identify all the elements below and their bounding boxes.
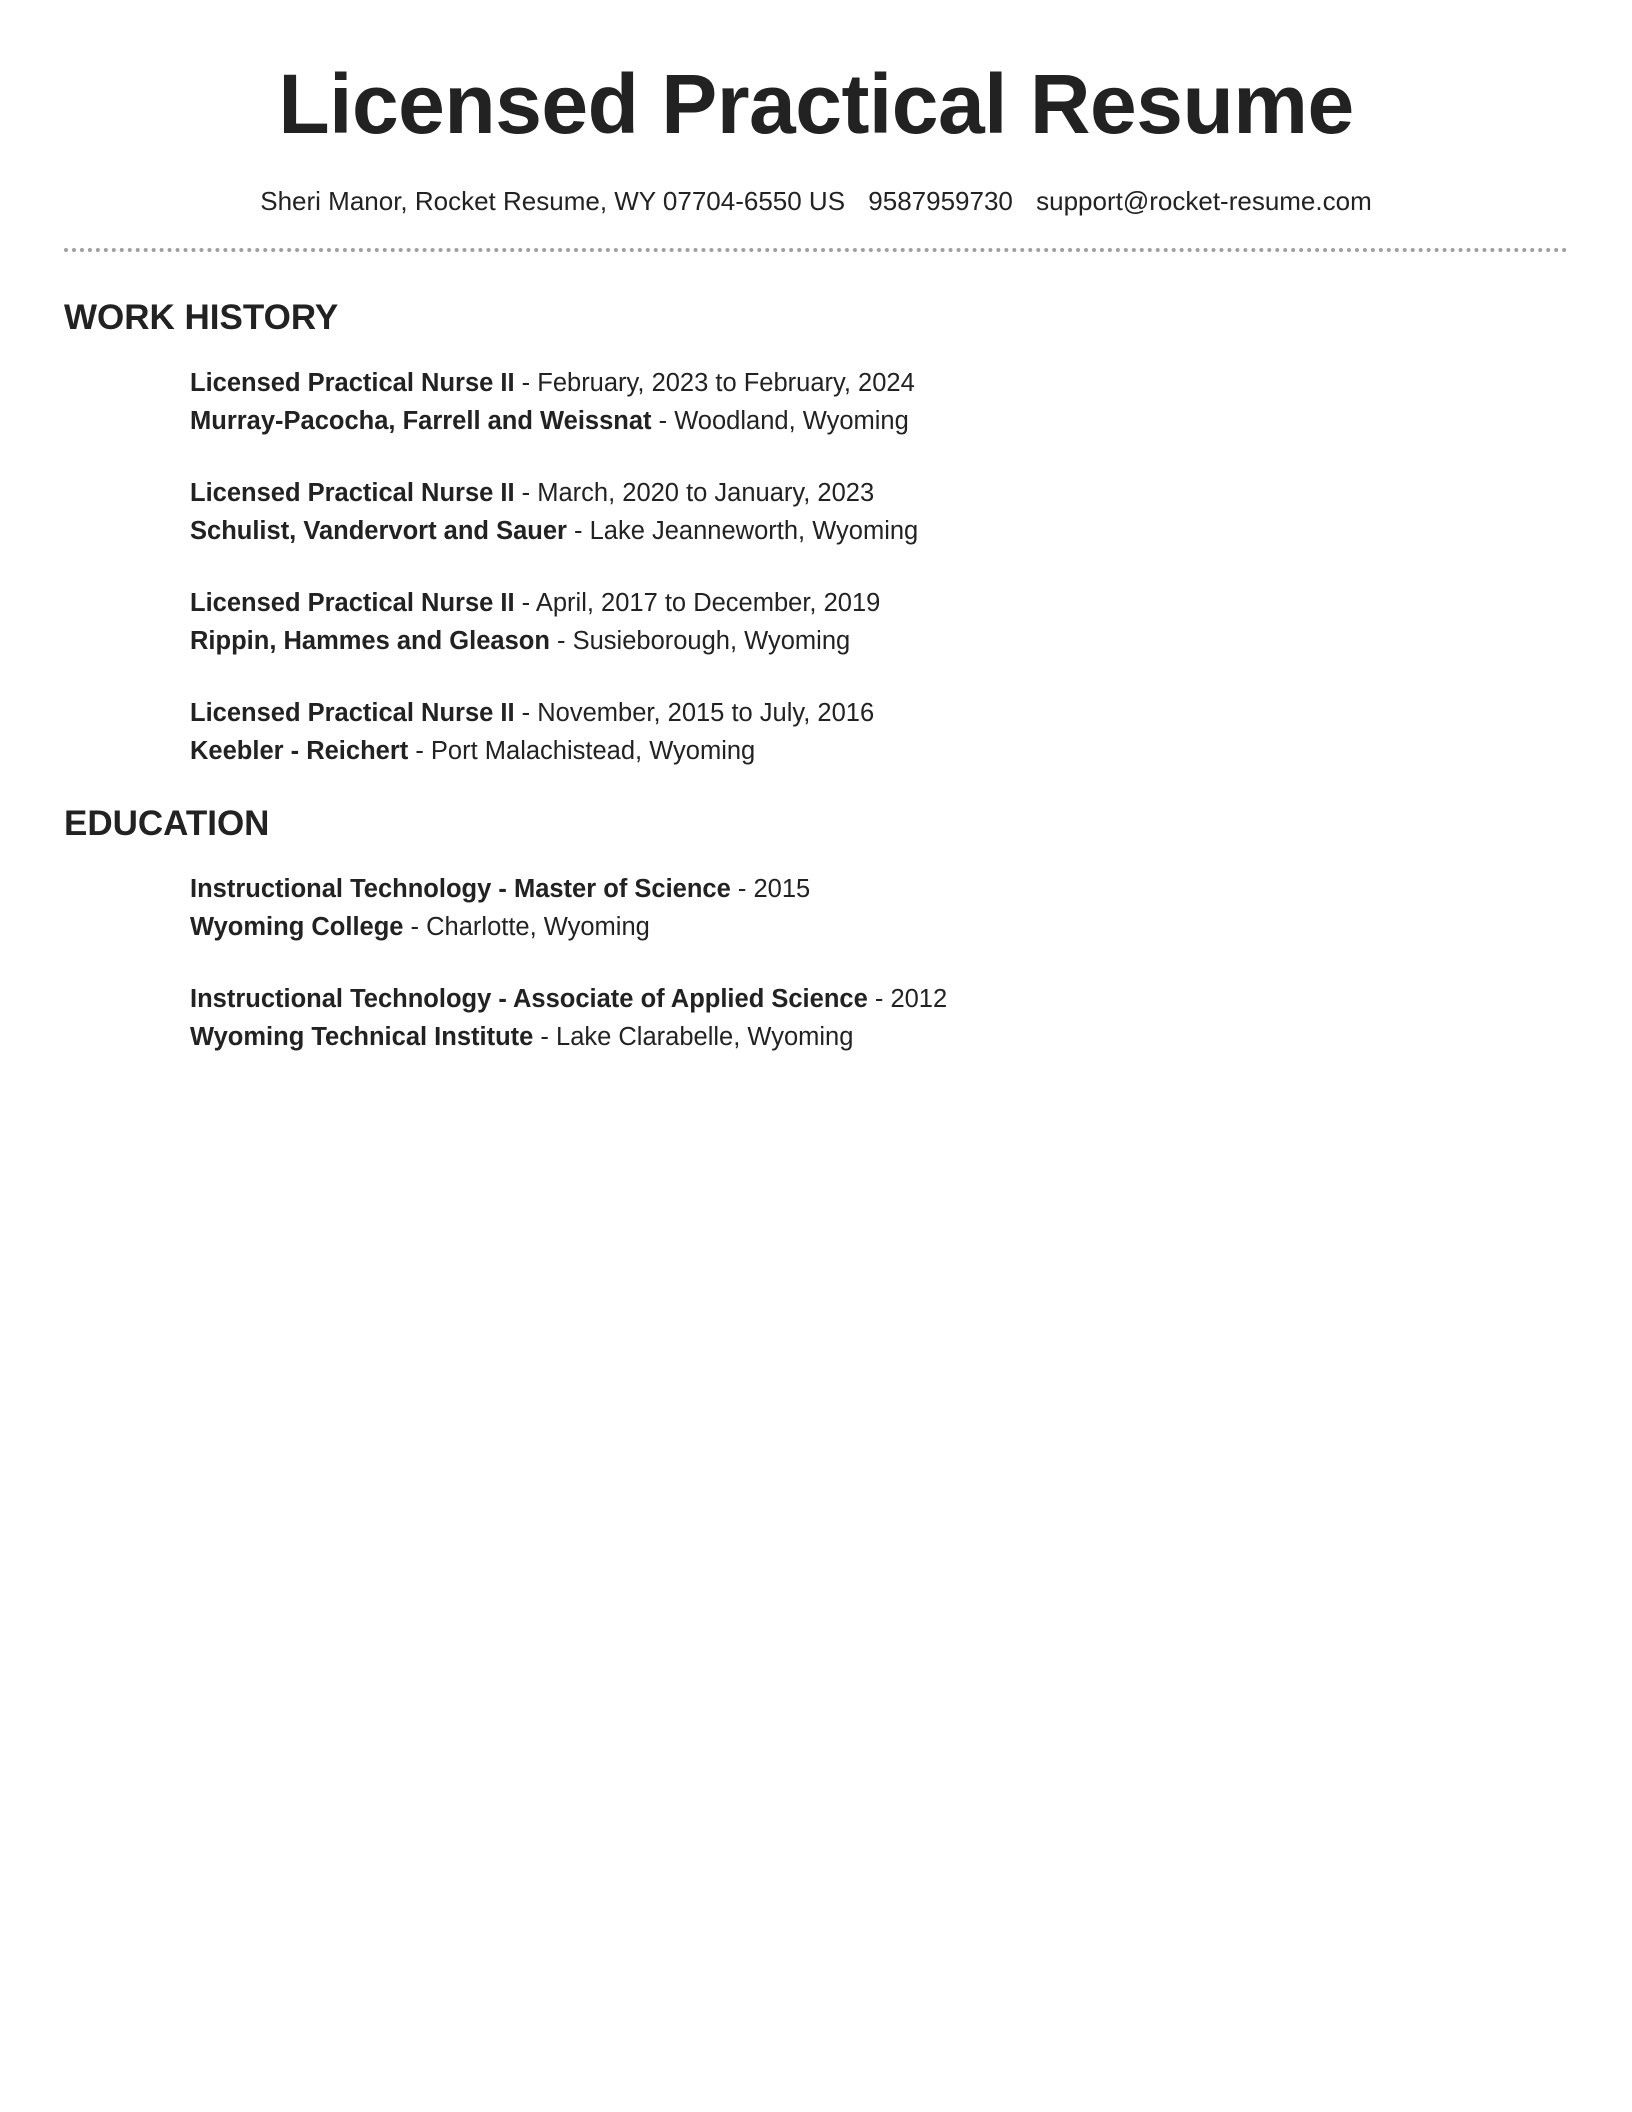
employer-name: Schulist, Vandervort and Sauer bbox=[190, 517, 567, 545]
job-dates: April, 2017 to December, 2019 bbox=[535, 589, 881, 617]
separator: - bbox=[651, 407, 675, 435]
education-entry bbox=[190, 980, 1568, 1056]
work-entry-role-line bbox=[190, 474, 1568, 512]
work-entry bbox=[190, 364, 1568, 440]
separator: - bbox=[514, 699, 538, 727]
school-location: Lake Clarabelle, Wyoming bbox=[556, 1023, 854, 1051]
separator: - bbox=[514, 369, 538, 397]
separator: - bbox=[514, 479, 538, 507]
employer-location: Susieborough, Wyoming bbox=[572, 627, 851, 655]
separator: - bbox=[408, 737, 431, 765]
separator: - bbox=[566, 517, 590, 545]
education-degree-line bbox=[190, 870, 1568, 908]
separator: - bbox=[730, 875, 754, 903]
separator: - bbox=[533, 1023, 557, 1051]
job-title: Licensed Practical Nurse II bbox=[190, 699, 515, 727]
school-name: Wyoming College bbox=[190, 913, 404, 941]
job-dates: November, 2015 to July, 2016 bbox=[537, 699, 875, 727]
graduation-year: 2015 bbox=[753, 875, 811, 903]
education-entry bbox=[190, 870, 1568, 946]
employer-location: Lake Jeanneworth, Wyoming bbox=[589, 517, 919, 545]
education-list bbox=[64, 870, 1568, 1056]
work-entry-role-line bbox=[190, 364, 1568, 402]
work-entry-role-line bbox=[190, 584, 1568, 622]
contact-email: support@rocket-resume.com bbox=[1036, 186, 1372, 216]
work-entry-employer-line bbox=[190, 402, 1568, 440]
job-dates: March, 2020 to January, 2023 bbox=[537, 479, 875, 507]
separator: - bbox=[549, 627, 573, 655]
employer-name: Keebler - Reichert bbox=[190, 737, 409, 765]
education-school-line bbox=[190, 908, 1568, 946]
separator: - bbox=[867, 985, 891, 1013]
contact-phone: 9587959730 bbox=[868, 186, 1013, 216]
employer-location: Woodland, Wyoming bbox=[674, 407, 909, 435]
resume-title: Licensed Practical Resume bbox=[278, 57, 1354, 151]
degree-name: Instructional Technology - Master of Science bbox=[190, 875, 731, 903]
school-name: Wyoming Technical Institute bbox=[190, 1023, 534, 1051]
employer-location: Port Malachistead, Wyoming bbox=[430, 737, 756, 765]
employer-name: Murray-Pacocha, Farrell and Weissnat bbox=[190, 407, 652, 435]
graduation-year: 2012 bbox=[890, 985, 948, 1013]
job-title: Licensed Practical Nurse II bbox=[190, 479, 515, 507]
employer-name: Rippin, Hammes and Gleason bbox=[190, 627, 550, 655]
contact-line bbox=[64, 184, 1568, 218]
header-divider bbox=[64, 248, 1568, 252]
separator: - bbox=[403, 913, 427, 941]
work-history-heading: WORK HISTORY bbox=[64, 298, 339, 337]
job-title: Licensed Practical Nurse II bbox=[190, 589, 515, 617]
work-entry bbox=[190, 694, 1568, 770]
work-entry-employer-line bbox=[190, 512, 1568, 550]
school-location: Charlotte, Wyoming bbox=[426, 913, 650, 941]
work-entry-employer-line bbox=[190, 732, 1568, 770]
degree-name: Instructional Technology - Associate of Applied Science bbox=[190, 985, 868, 1013]
work-entry bbox=[190, 584, 1568, 660]
education-heading: EDUCATION bbox=[64, 804, 270, 843]
job-dates: February, 2023 to February, 2024 bbox=[537, 369, 915, 397]
job-title: Licensed Practical Nurse II bbox=[190, 369, 515, 397]
work-entry bbox=[190, 474, 1568, 550]
contact-address: Sheri Manor, Rocket Resume, WY 07704-6550 US bbox=[260, 186, 846, 216]
work-entry-role-line bbox=[190, 694, 1568, 732]
work-history-list bbox=[64, 364, 1568, 770]
work-entry-employer-line bbox=[190, 622, 1568, 660]
education-degree-line bbox=[190, 980, 1568, 1018]
separator: - bbox=[514, 589, 536, 617]
education-school-line bbox=[190, 1018, 1568, 1056]
